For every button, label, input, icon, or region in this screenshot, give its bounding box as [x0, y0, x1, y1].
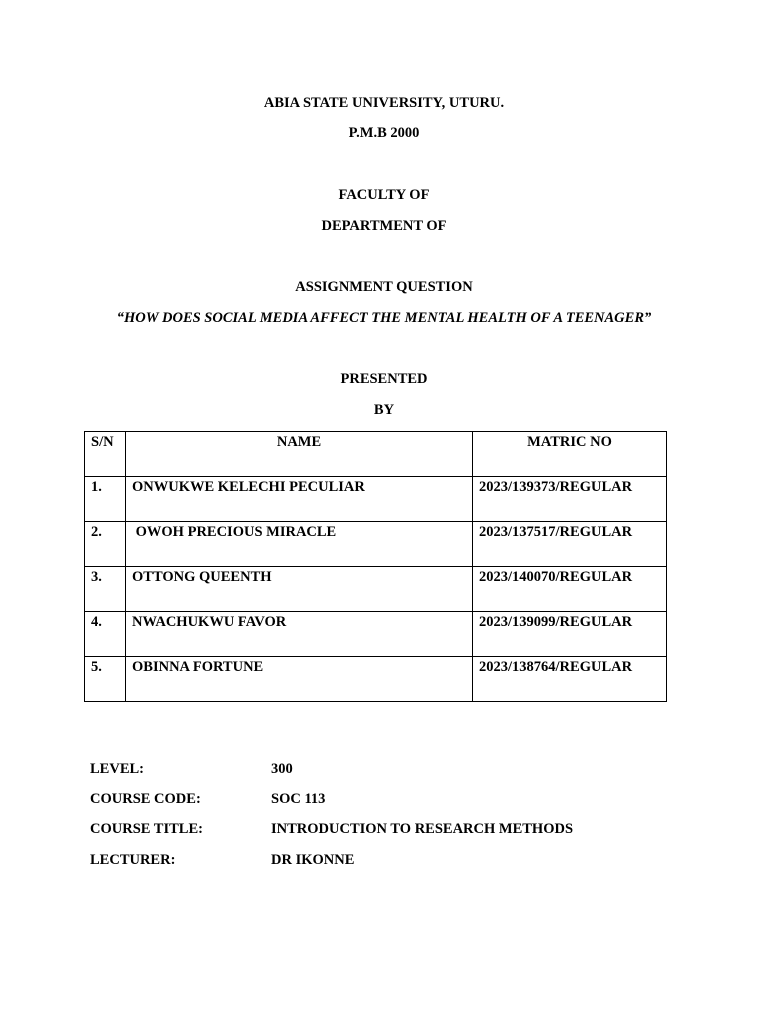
row-matric: 2023/137517/REGULAR [473, 522, 667, 567]
row-name: ONWUKWE KELECHI PECULIAR [126, 477, 473, 522]
table-row [85, 657, 667, 702]
course-code-row [90, 790, 325, 808]
table-row [85, 567, 667, 612]
by-line: BY [373, 402, 395, 418]
row-matric: 2023/138764/REGULAR [473, 657, 667, 702]
row-sn: 3. [85, 567, 126, 612]
table-row [85, 522, 667, 567]
header-matric: MATRIC NO [473, 432, 667, 477]
level-value: 300 [271, 761, 293, 777]
course-code-value: SOC 113 [271, 791, 326, 807]
department-line: DEPARTMENT OF [321, 218, 447, 234]
row-name: NWACHUKWU FAVOR [126, 612, 473, 657]
university-name: ABIA STATE UNIVERSITY, UTURU. [263, 95, 505, 111]
assignment-question: “HOW DOES SOCIAL MEDIA AFFECT THE MENTAL HEALTH OF A TEENAGER” [116, 310, 652, 326]
course-code-label: COURSE CODE: [90, 791, 201, 807]
faculty-line: FACULTY OF [338, 187, 430, 203]
row-matric: 2023/140070/REGULAR [473, 567, 667, 612]
row-sn: 2. [85, 522, 126, 567]
row-sn: 5. [85, 657, 126, 702]
row-name: OWOH PRECIOUS MIRACLE [126, 522, 473, 567]
header-sn: S/N [85, 432, 126, 477]
level-row [90, 760, 293, 778]
course-title-value: INTRODUCTION TO RESEARCH METHODS [271, 821, 574, 837]
row-matric: 2023/139373/REGULAR [473, 477, 667, 522]
lecturer-label: LECTURER: [90, 852, 176, 868]
course-title-label: COURSE TITLE: [90, 821, 203, 837]
row-sn: 1. [85, 477, 126, 522]
row-sn: 4. [85, 612, 126, 657]
table-row [85, 477, 667, 522]
level-label: LEVEL: [90, 761, 144, 777]
lecturer-row [90, 851, 354, 869]
assignment-heading: ASSIGNMENT QUESTION [295, 279, 473, 295]
members-table [84, 431, 667, 702]
pmb-address: P.M.B 2000 [348, 125, 420, 141]
row-matric: 2023/139099/REGULAR [473, 612, 667, 657]
presented-line: PRESENTED [340, 371, 428, 387]
row-name: OBINNA FORTUNE [126, 657, 473, 702]
table-header-row [85, 432, 667, 477]
course-title-row [90, 820, 573, 838]
row-name: OTTONG QUEENTH [126, 567, 473, 612]
lecturer-value: DR IKONNE [271, 852, 355, 868]
header-name: NAME [126, 432, 473, 477]
table-row [85, 612, 667, 657]
